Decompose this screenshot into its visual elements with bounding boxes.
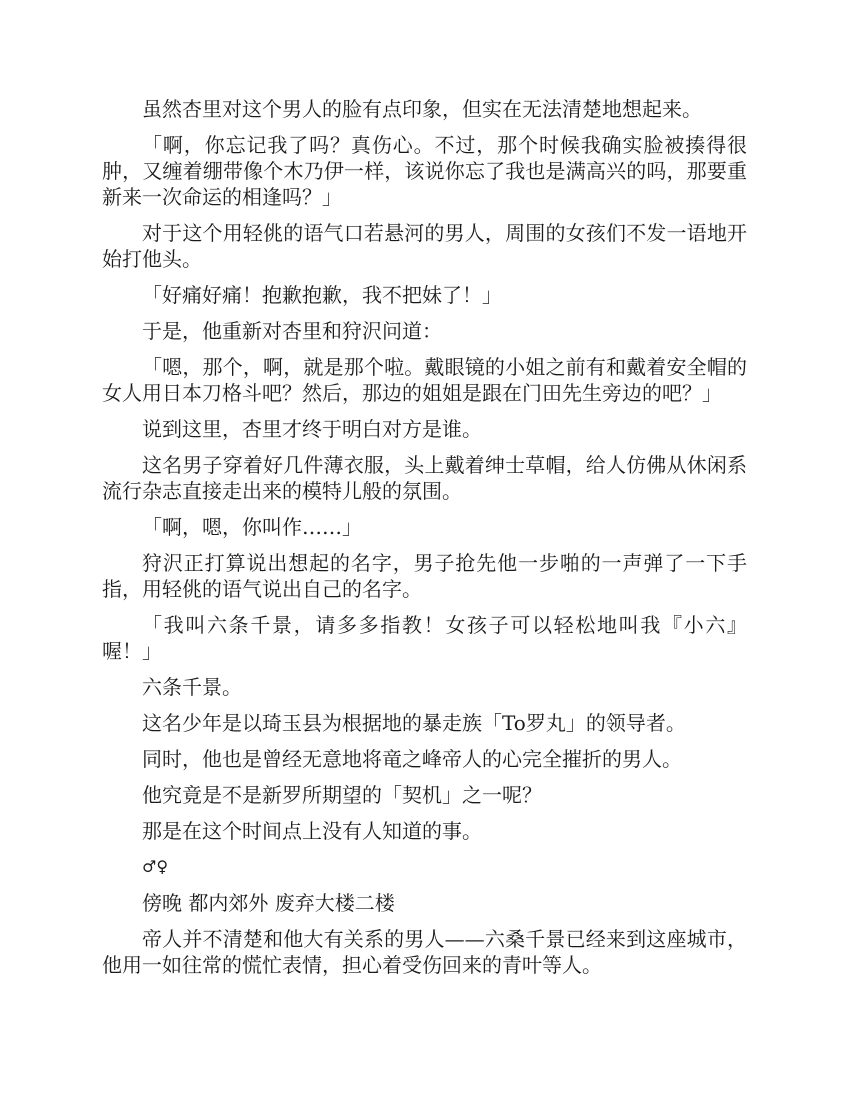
document-page (102, 96, 747, 988)
paragraph: 「好痛好痛！抱歉抱歉，我不把妹了！」 (142, 283, 502, 307)
paragraph: 这名少年是以琦玉县为根据地的暴走族「To罗丸」的领导者。 (142, 711, 686, 735)
paragraph: 对于这个用轻佻的语气口若悬河的男人，周围的女孩们不发一语地开始打他头。 (102, 221, 747, 271)
paragraph: 狩沢正打算说出想起的名字，男子抢先他一步啪的一声弹了一下手指，用轻佻的语气说出自己的名字。 (102, 551, 747, 601)
paragraph: 六条千景。 (142, 675, 242, 699)
paragraph: 「啊，你忘记我了吗？真伤心。不过，那个时候我确实脸被揍得很肿，又缠着绷带像个木乃伊一样，该说你忘了我也是满高兴的吗，那要重新来一次命运的相逢吗？」 (102, 133, 747, 209)
paragraph: 这名男子穿着好几件薄衣服，头上戴着绅士草帽，给人仿佛从休闲系流行杂志直接走出来的模特儿般的氛围。 (102, 453, 747, 503)
scene-heading: 傍晚 都内郊外 废弃大楼二楼 (142, 891, 395, 915)
paragraph: 他究竟是不是新罗所期望的「契机」之一呢？ (142, 783, 542, 807)
paragraph: 于是，他重新对杏里和狩沢问道： (142, 319, 442, 343)
paragraph: 「嗯，那个，啊，就是那个啦。戴眼镜的小姐之前有和戴着安全帽的女人用日本刀格斗吧？然后，那边的姐姐是跟在门田先生旁边的吧？」 (102, 355, 747, 405)
paragraph: 「我叫六条千景，请多多指教！女孩子可以轻松地叫我『小六』喔！」 (102, 613, 747, 663)
paragraph: 帝人并不清楚和他大有关系的男人——六桑千景已经来到这座城市，他用一如往常的慌忙表情，担心着受伤回来的青叶等人。 (102, 927, 747, 977)
paragraph: 那是在这个时间点上没有人知道的事。 (142, 819, 482, 843)
paragraph: 同时，他也是曾经无意地将竜之峰帝人的心完全摧折的男人。 (142, 747, 682, 771)
paragraph: 「啊，嗯，你叫作……」 (142, 515, 362, 539)
paragraph: 说到这里，杏里才终于明白对方是谁。 (142, 417, 482, 441)
section-separator: ♂♀ (142, 857, 169, 876)
paragraph: 虽然杏里对这个男人的脸有点印象，但实在无法清楚地想起来。 (142, 97, 702, 121)
